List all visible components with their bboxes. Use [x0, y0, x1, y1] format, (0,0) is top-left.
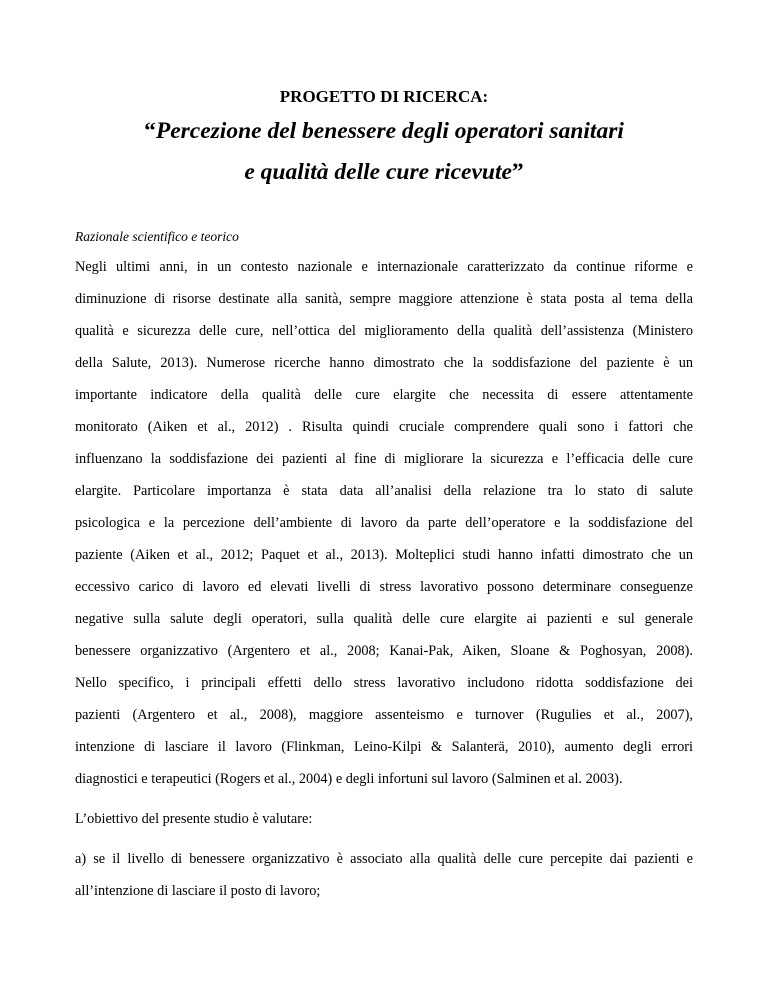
paragraph-line: psicologica e la percezione dell’ambiente di lavoro da parte dell’operatore e la soddisfazione del	[75, 515, 693, 531]
paragraph-line: Negli ultimi anni, in un contesto nazionale e internazionale caratterizzato da continue riforme e	[75, 259, 693, 275]
paragraph-line: della Salute, 2013). Numerose ricerche hanno dimostrato che la soddisfazione del paziente è un	[75, 355, 693, 371]
paragraph-line: eccessivo carico di lavoro ed elevati livelli di stress lavorativo possono determinare conseguenze	[75, 579, 693, 595]
paragraph-line: importante indicatore della qualità delle cure elargite che necessita di essere attentamente	[75, 387, 693, 403]
paragraph-line: Nello specifico, i principali effetti dello stress lavorativo includono ridotta soddisfazione dei	[75, 675, 693, 691]
paragraph-line: influenzano la soddisfazione dei pazienti al fine di migliorare la sicurezza e l’efficacia delle cure	[75, 451, 693, 467]
paragraph-line: paziente (Aiken et al., 2012; Paquet et al., 2013). Molteplici studi hanno infatti dimostrato che un	[75, 547, 693, 563]
paragraph-line: qualità e sicurezza delle cure, nell’ottica del miglioramento della qualità dell’assistenza (Ministero	[75, 323, 693, 339]
paragraph-line: monitorato (Aiken et al., 2012) . Risulta quindi cruciale comprendere quali sono i fattori che	[75, 419, 693, 435]
objective-line: all’intenzione di lasciare il posto di lavoro;	[75, 883, 321, 899]
objective-intro: L’obiettivo del presente studio è valutare:	[75, 811, 313, 827]
paragraph-line: diminuzione di risorse destinate alla sanità, sempre maggiore attenzione è stata posta al tema della	[75, 291, 693, 307]
document-heading: PROGETTO DI RICERCA:	[279, 87, 489, 106]
paragraph-line: negative sulla salute degli operatori, sulla qualità delle cure elargite ai pazienti e sul generale	[75, 611, 693, 627]
title-line-1-text: Percezione del benessere degli operatori sanitari	[155, 118, 624, 144]
paragraph-line: intenzione di lasciare il lavoro (Flinkman, Leino-Kilpi & Salanterä, 2010), aumento degli errori	[75, 739, 693, 755]
paragraph-line: diagnostici e terapeutici (Rogers et al., 2004) e degli infortuni sul lavoro (Salminen et al. 2003).	[75, 771, 623, 787]
title-line-1	[0, 117, 768, 145]
paragraph-line: pazienti (Argentero et al., 2008), maggiore assenteismo e turnover (Rugulies et al., 2007),	[75, 707, 693, 723]
section-heading: Razionale scientifico e teorico	[75, 229, 239, 244]
title-close-quote: ”	[511, 159, 524, 185]
objective-line: a) se il livello di benessere organizzativo è associato alla qualità delle cure percepite dai pazienti e	[75, 851, 693, 867]
paragraph-line: elargite. Particolare importanza è stata data all’analisi della relazione tra lo stato di salute	[75, 483, 693, 499]
title-line-2-text: e qualità delle cure ricevute	[244, 159, 512, 185]
title-open-quote: “	[144, 118, 156, 144]
paragraph-line: benessere organizzativo (Argentero et al., 2008; Kanai-Pak, Aiken, Sloane & Poghosyan, 2008).	[75, 643, 693, 659]
title-line-2	[0, 158, 768, 186]
